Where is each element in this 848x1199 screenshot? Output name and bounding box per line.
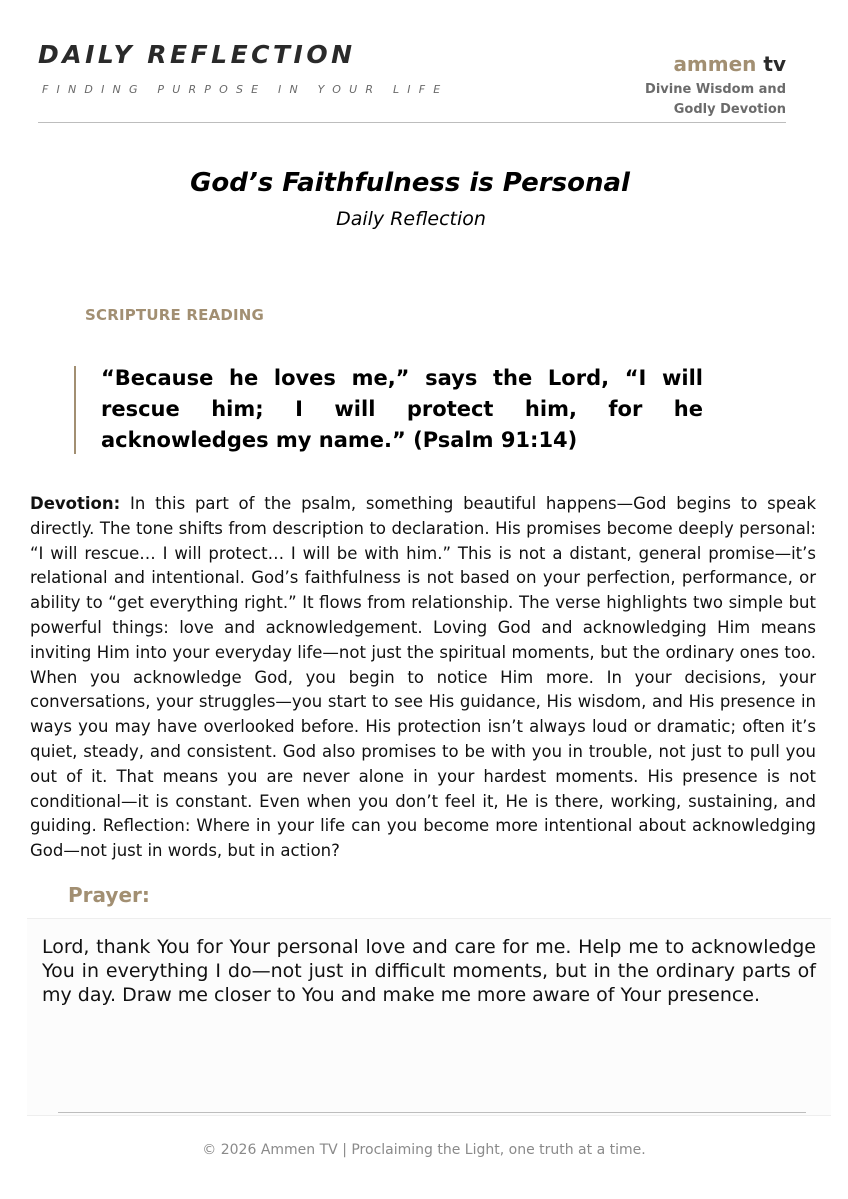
devotion-label: Devotion: (30, 494, 121, 513)
document-subtitle: Daily Reflection (336, 208, 486, 230)
brand-tagline (645, 80, 786, 120)
brand-logo (673, 52, 786, 76)
scripture-label: SCRIPTURE READING (85, 306, 265, 324)
header-divider (38, 122, 786, 123)
prayer-text: Lord, thank You for Your personal love and care for me. Help me to acknowledge You in everything I do—not just in difficult moments, but in the ordinary parts of my day. Draw me closer to You and make me more aware of Your presence. (42, 936, 816, 1006)
document-title: God’s Faithfulness is Personal (190, 168, 630, 198)
tagline-line2: Godly Devotion (673, 102, 786, 117)
devotion-text: In this part of the psalm, something beautiful happens—God begins to speak directly. The tone shifts from description to declaration. His promises become deeply personal: “I will rescue… I will protect… I will be with him.” This is not a distant, general promise—it’s relational and intentional. God’s faithfulness is not based on your perfection, performance, or ability to “get everything right.” It flows from relationship. The verse highlights two simple but powerful things: love and acknowledgement. Loving God and acknowledging Him means inviting Him into your everyday life—not just the spiritual moments, but the ordinary ones too. When you acknowledge God, you begin to notice Him more. In your decisions, your conversations, your struggles—you start to see His guidance, His wisdom, and His presence in ways you may have overlooked before. His protection isn’t always loud or dramatic; often it’s quiet, steady, and consistent. God also promises to be with you in trouble, not just to pull you out of it. That means you are never alone in your hardest moments. His presence is not conditional—it is constant. Even when you don’t feel it, He is there, working, sustaining, and guiding. Reflection: Where in your life can you become more intentional about acknowledging God—not just in words, but in action? (30, 494, 817, 861)
footer-divider (58, 1112, 806, 1113)
verse-accent-bar (74, 366, 76, 454)
devotion-paragraph (30, 492, 816, 864)
brand-name-part1: ammen (673, 52, 757, 76)
header-subtitle: FINDING PURPOSE IN YOUR LIFE (42, 83, 449, 96)
tagline-line1: Divine Wisdom and (645, 82, 786, 97)
scripture-verse: “Because he loves me,” says the Lord, “I will rescue him; I will protect him, for he acknowledges my name.” (Psalm 91:14) (101, 366, 703, 452)
prayer-label: Prayer: (68, 883, 150, 907)
header-title: DAILY REFLECTION (38, 40, 356, 69)
footer-text: © 2026 Ammen TV | Proclaiming the Light, one truth at a time. (202, 1142, 646, 1158)
brand-name-part2: tv (763, 52, 786, 76)
